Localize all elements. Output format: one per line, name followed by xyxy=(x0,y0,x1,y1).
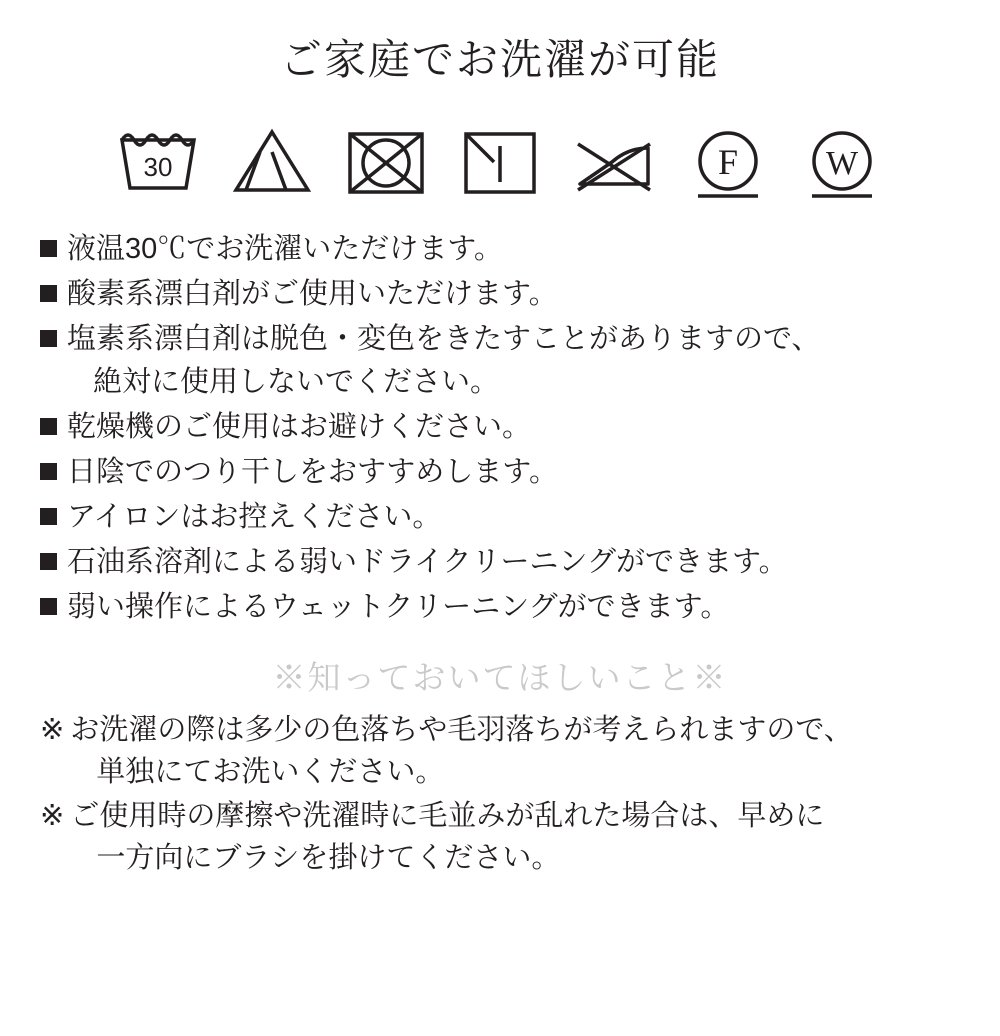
note-item xyxy=(40,795,966,879)
square-bullet-icon xyxy=(40,330,57,347)
list-item xyxy=(40,318,960,402)
wet-clean-w-icon xyxy=(796,110,888,202)
care-instructions-page xyxy=(0,36,1000,1036)
care-instruction-list xyxy=(0,228,1000,627)
list-item-text: 液温30℃でお洗濯いただけます。 xyxy=(67,233,503,266)
list-item xyxy=(40,541,960,583)
notes-heading: ※知っておいてほしいこと※ xyxy=(272,660,728,697)
note-item xyxy=(40,709,966,793)
list-item xyxy=(40,496,960,538)
care-symbol-row xyxy=(0,110,1000,202)
dry-clean-letter: F xyxy=(717,142,739,183)
wet-clean-letter: W xyxy=(825,145,859,183)
list-item xyxy=(40,586,960,628)
square-bullet-icon xyxy=(40,508,57,525)
list-item-text: 石油系溶剤による弱いドライクリーニングができます。 xyxy=(67,545,788,578)
oxygen-bleach-triangle-icon xyxy=(226,110,318,202)
list-item xyxy=(40,273,960,315)
list-item xyxy=(40,451,960,493)
wash-temperature-label: 30 xyxy=(143,152,173,183)
square-bullet-icon xyxy=(40,553,57,570)
note-text: ご使用時の摩擦や洗濯時に毛並みが乱れた場合は、早めに 一方向にブラシを掛けてください。 xyxy=(70,799,825,874)
square-bullet-icon xyxy=(40,418,57,435)
list-item xyxy=(40,228,960,270)
note-text: お洗濯の際は多少の色落ちや毛羽落ちが考えられますので、 単独にてお洗いください。 xyxy=(70,713,853,788)
square-bullet-icon xyxy=(40,285,57,302)
list-item-text: 日陰でのつり干しをおすすめします。 xyxy=(67,455,558,488)
wash-30-icon xyxy=(112,110,204,202)
notes-list xyxy=(0,709,1000,879)
line-dry-in-shade-icon xyxy=(454,110,546,202)
list-item-text: 乾燥機のご使用はお避けください。 xyxy=(67,410,532,443)
dry-clean-petroleum-f-icon xyxy=(682,110,774,202)
square-bullet-icon xyxy=(40,240,57,257)
note-mark: ※ xyxy=(40,713,65,746)
list-item-text: 酸素系漂白剤がご使用いただけます。 xyxy=(67,278,558,311)
do-not-iron-icon xyxy=(568,110,660,202)
list-item-text: 弱い操作によるウェットクリーニングができます。 xyxy=(67,590,730,623)
list-item-text: 塩素系漂白剤は脱色・変色をきたすことがありますので、 絶対に使用しないでください。 xyxy=(67,323,821,398)
list-item xyxy=(40,406,960,448)
list-item-text: アイロンはお控えください。 xyxy=(67,500,442,533)
square-bullet-icon xyxy=(40,598,57,615)
note-mark: ※ xyxy=(40,799,65,832)
square-bullet-icon xyxy=(40,463,57,480)
page-title: ご家庭でお洗濯が可能 xyxy=(279,38,720,84)
no-tumble-dry-icon xyxy=(340,110,432,202)
